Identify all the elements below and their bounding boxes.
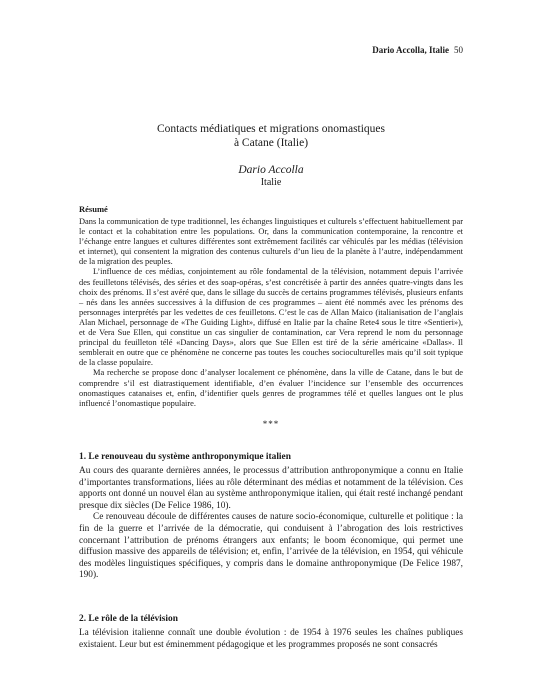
section-2-heading: 2. Le rôle de la télévision [79,614,178,624]
running-head-author: Dario Accolla, Italie [372,45,449,55]
section-1-body [79,466,463,582]
title-line-1: Contacts médiatiques et migrations onomastiques [156,123,386,135]
section-2-body [79,628,463,651]
abstract-heading: Résumé [79,204,108,214]
paper-page [79,0,463,700]
abstract-paragraph-3: Ma recherche se propose donc d’analyser localement ce phénomène, dans la ville de Catane, dans le but de comprendre s’il est diatrastiquement identifiable, d’en évaluer l’incidence sur l’ensemble des occurrences onomastiques catanaises et, enfin, d’identifier quels genres de programmes télé et quelles langues ont le plus influencé l’onomastique populaire. [79,368,463,408]
abstract-paragraph-1: Dans la communication de type traditionnel, les échanges linguistiques et culturels s’effectuent habituellement par le contact et la cohabitation entre les populations. Or, dans la communication contemporaine, la rencontre et l’échange entre langues et cultures différentes sont extrêmement facilités car véhiculés par les médias (télévision et internet), qui consentent la migration des contenus culturels d’un lieu de la planète à l’autre, indépendamment de la migration des peuples. [79,217,463,267]
paper-title [79,122,463,150]
running-head [372,45,463,55]
abstract-paragraph-2: L’influence de ces médias, conjointement au rôle fondamental de la télévision, notamment depuis l’arrivée des feuilletons télévisés, des séries et des soap-opéras, s’est concrétisée à partir des années quatre-vingts dans les choix des prénoms. Il s’est avéré que, dans le sillage du succès de certains programmes télévisés, plusieurs enfants – nés dans les années successives à la diffusion de ces programmes – aient été nommés avec les prénoms des personnages interprétés par les vedettes de ces feuilletons. C’est le cas de Allan Maico (italianisation de l’anglais Alan Michael, personnage de «The Guiding Light», diffusé en Italie par la chaîne Rete4 sous le titre «Sentieri»), et de Vera Sue Ellen, qui constitue un cas singulier de contamination, car Vera reprend le nom du personnage principal du feuilleton télé «Dancing Days», alors que Sue Ellen est tiré de la série américaine «Dallas». Il semblerait en outre que ce phénomène ne concerne pas toutes les couches socioculturelles mais qu’il soit typique de la classe populaire. [79,267,463,368]
page-number: 50 [454,45,463,55]
title-line-2: à Catane (Italie) [233,137,309,149]
section-separator: *** [262,419,280,429]
section-1-heading: 1. Le renouveau du système anthroponymique italien [79,452,291,462]
section-1-paragraph-1: Au cours des quarante dernières années, le processus d’attribution anthroponymique a connu en Italie d’importantes transformations, liées au rôle déterminant des médias et notamment de la télévision. Ces apports ont donné un nouvel élan au système anthroponymique italien, qui était resté inchangé pendant presque dix siècles (De Felice 1986, 10). [79,466,463,511]
author-name: Dario Accolla [238,164,304,176]
byline [79,163,463,189]
section-1-paragraph-2: Ce renouveau découle de différentes causes de nature socio-économique, culturelle et politique : la fin de la guerre et l’arrivée de la démocratie, qui conduisent à l’abrogation des lois restrictives concernant l’attribution de prénoms étrangers aux enfants; le boom économique, qui permet une diffusion massive des appareils de télévision; et, enfin, l’arrivée de la télévision, en 1954, qui véhicule des modèles linguistiques spécifiques, y compris dans le domaine anthroponymique (De Felice 1987, 190). [79,512,463,581]
author-country: Italie [260,177,282,188]
abstract-body [79,217,463,409]
section-2-paragraph-1: La télévision italienne connaît une double évolution : de 1954 à 1976 seules les chaînes publiques existaient. Leur but est éminemment pédagogique et les programmes proposés ne sont consacrés [79,628,463,650]
